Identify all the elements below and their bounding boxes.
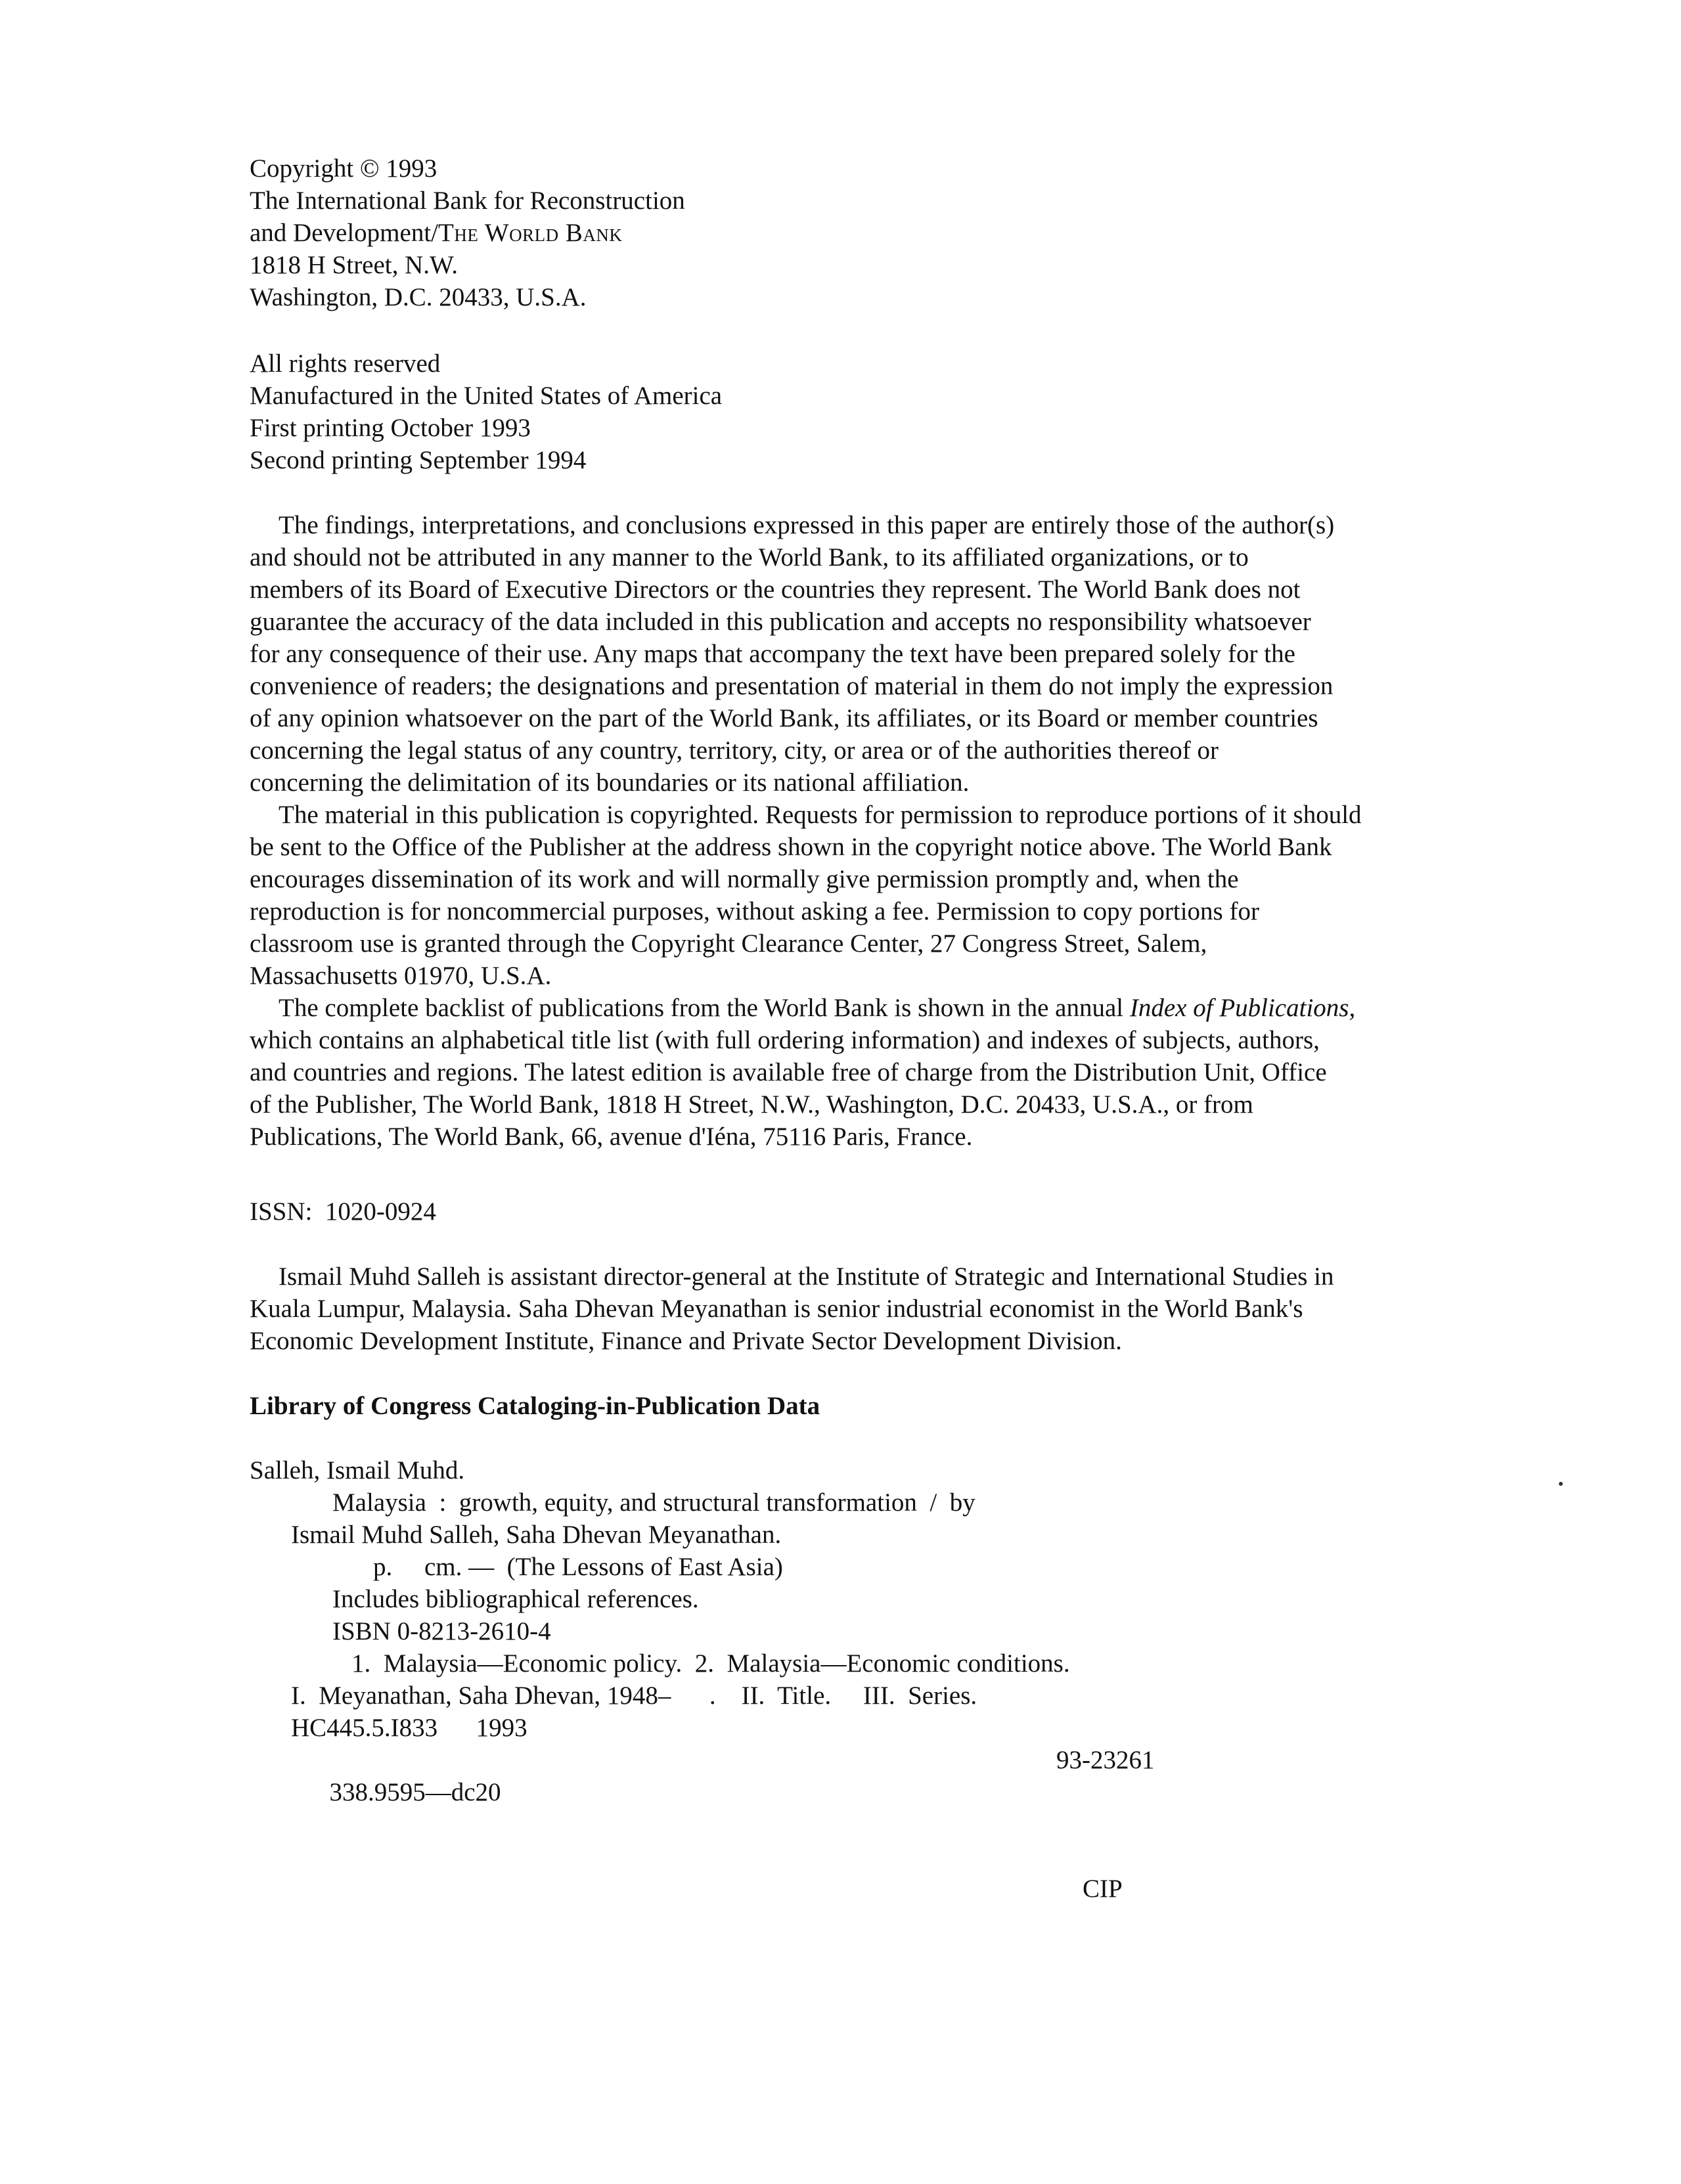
disclaimer-line: concerning the legal status of any country, territory, city, or area or of the authorities thereof or [250, 736, 1219, 765]
issn-block [250, 1195, 436, 1228]
disclaimer-line: guarantee the accuracy of the data included in this publication and accepts no responsibility whatsoever [250, 608, 1311, 636]
backlist-line: and countries and regions. The latest edition is available free of charge from the Distribution Unit, Office [250, 1058, 1327, 1086]
authors-note-line: Economic Development Institute, Finance and Private Sector Development Division. [250, 1327, 1122, 1355]
permissions-line: encourages dissemination of its work and will normally give permission promptly and, when the [250, 865, 1239, 893]
stray-dot [1559, 1482, 1563, 1486]
backlist-line-1-text: The complete backlist of publications from the World Bank is shown in the annual [279, 994, 1130, 1022]
disclaimer-line: for any consequence of their use. Any maps that accompany the text have been prepared solely for the [250, 640, 1295, 668]
permissions-paragraph [250, 799, 1550, 992]
cip-dewey-number: 338.9595—dc20 [329, 1778, 501, 1806]
rights-line: All rights reserved [250, 349, 441, 378]
backlist-line: of the Publisher, The World Bank, 1818 H Street, N.W., Washington, D.C. 20433, U.S.A., or from [250, 1090, 1253, 1119]
cip-title: Malaysia : growth, equity, and structural transformation / by [332, 1488, 975, 1517]
permissions-line: reproduction is for noncommercial purposes, without asking a fee. Permission to copy portions for [250, 897, 1259, 925]
issn-line: ISSN: 1020-0924 [250, 1197, 436, 1226]
permissions-line: classroom use is granted through the Copyright Clearance Center, 27 Congress Street, Salem, [250, 929, 1207, 958]
publisher-name-line: The International Bank for Reconstruction [250, 187, 685, 215]
cip-added-entries: I. Meyanathan, Saha Dhevan, 1948– . II. Title. III. Series. [291, 1682, 977, 1710]
second-printing-line: Second printing September 1994 [250, 446, 587, 474]
cip-author: Salleh, Ismail Muhd. [250, 1456, 465, 1484]
publisher-world-bank: The World Bank [438, 219, 623, 247]
cip-mark-line [250, 1873, 1235, 1905]
address-line-2: Washington, D.C. 20433, U.S.A. [250, 283, 587, 311]
first-printing-line: First printing October 1993 [250, 414, 531, 442]
address-line-1: 1818 H Street, N.W. [250, 251, 459, 279]
backlist-line: Publications, The World Bank, 66, avenue d'Iéna, 75116 Paris, France. [250, 1123, 973, 1151]
authors-note-line: Kuala Lumpur, Malaysia. Saha Dhevan Meyanathan is senior industrial economist in the World Bank's [250, 1295, 1303, 1323]
disclaimer-line: The findings, interpretations, and conclusions expressed in this paper are entirely those of the author(s) [279, 511, 1335, 539]
cip-byline: Ismail Muhd Salleh, Saha Dhevan Meyanathan. [291, 1521, 782, 1549]
cip-series: p. cm. — (The Lessons of East Asia) [373, 1553, 783, 1581]
cip-isbn: ISBN 0-8213-2610-4 [332, 1617, 551, 1645]
publisher-name-prefix: and Development/ [250, 219, 438, 247]
publisher-name-line-2 [250, 217, 685, 249]
cip-subjects: 1. Malaysia—Economic policy. 2. Malaysia—Economic conditions. [351, 1649, 1070, 1678]
backlist-line-1 [250, 992, 1550, 1024]
disclaimer-line: members of its Board of Executive Directors or the countries they represent. The World Bank does not [250, 575, 1301, 604]
authors-note [250, 1260, 1550, 1357]
cip-bibliography: Includes bibliographical references. [332, 1585, 699, 1613]
cip-record [250, 1454, 1235, 1905]
cip-mark: CIP [1083, 1875, 1123, 1903]
cip-dewey [250, 1744, 1235, 1873]
copyright-line: Copyright © 1993 [250, 154, 437, 183]
index-of-publications-title: Index of Publications, [1129, 994, 1356, 1022]
printing-block [250, 347, 722, 476]
cip-heading: Library of Congress Cataloging-in-Publication Data [250, 1392, 820, 1420]
backlist-line: which contains an alphabetical title list (with full ordering information) and indexes of subjects, authors, [250, 1026, 1320, 1054]
disclaimer-line: concerning the delimitation of its boundaries or its national affiliation. [250, 769, 970, 797]
permissions-line: Massachusetts 01970, U.S.A. [250, 962, 552, 990]
cip-lccn: 93-23261 [1056, 1746, 1155, 1774]
backlist-paragraph [250, 992, 1550, 1153]
cip-lc-call-number: HC445.5.I833 1993 [291, 1714, 527, 1742]
disclaimer-paragraph [250, 509, 1550, 799]
permissions-line: The material in this publication is copyrighted. Requests for permission to reproduce portions of it should [279, 801, 1362, 829]
manufactured-line: Manufactured in the United States of America [250, 382, 723, 410]
permissions-line: be sent to the Office of the Publisher at the address shown in the copyright notice above. The World Bank [250, 833, 1332, 861]
disclaimer-line: convenience of readers; the designations and presentation of material in them do not imply the expression [250, 672, 1334, 700]
cip-heading-block [250, 1390, 820, 1422]
disclaimer-line: and should not be attributed in any manner to the World Bank, to its affiliated organizations, or to [250, 543, 1249, 571]
publisher-block [250, 152, 685, 313]
disclaimer-line: of any opinion whatsoever on the part of the World Bank, its affiliates, or its Board or member countries [250, 704, 1318, 732]
authors-note-line: Ismail Muhd Salleh is assistant director-general at the Institute of Strategic and International Studies in [279, 1262, 1334, 1291]
